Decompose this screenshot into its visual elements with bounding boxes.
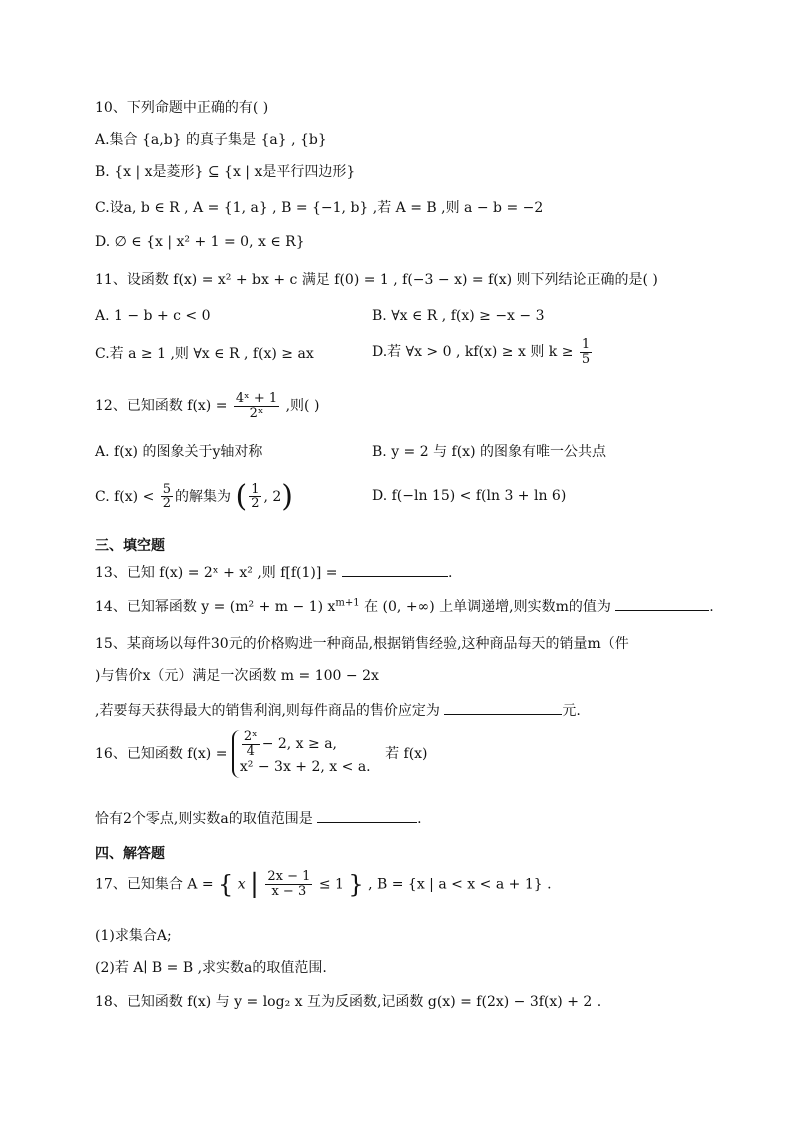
q10-option-d: D. ∅ ∈ {x | x² + 1 = 0, x ∈ R} — [95, 234, 305, 250]
set-bar: | — [250, 869, 259, 899]
q17-fraction — [265, 870, 312, 898]
fraction-numerator: 2x − 1 — [267, 869, 311, 885]
q12-c-interval-tail: , 2 — [263, 488, 282, 505]
q12-stem-suffix: ,则( ) — [285, 398, 320, 415]
q16-case-1-fraction — [242, 730, 260, 758]
q15-line-2: )与售价x（元）满足一次函数 m = 100 − 2x — [95, 668, 379, 684]
fraction-numerator: 4ˣ + 1 — [235, 391, 278, 406]
left-paren: ( — [235, 479, 248, 514]
q12-option-b: B. y = 2 与 f(x) 的图象有唯一公共点 — [372, 444, 606, 460]
q10-option-c: C.设a, b ∈ R , A = {1, a} , B = {−1, b} ,若 A = B ,则 a − b = −2 — [95, 200, 544, 216]
q10-option-a: A.集合 {a,b} 的真子集是 {a} , {b} — [95, 132, 327, 148]
fraction-denominator: 4 — [246, 743, 255, 759]
q16-end: . — [417, 811, 422, 827]
q14-text: 14、已知幂函数 y = (m² + m − 1) x — [95, 599, 336, 615]
q11-option-d-text: D.若 ∀x > 0 , kf(x) ≥ x 则 k ≥ — [372, 344, 574, 361]
q17-condition: ≤ 1 — [318, 876, 344, 893]
q17-prefix: 17、已知集合 A = — [95, 876, 214, 893]
q12-option-d: D. f(−ln 15) < f(ln 3 + ln 6) — [372, 488, 567, 504]
q14 — [95, 596, 714, 617]
q12-c-interval-fraction — [249, 483, 261, 511]
q11-d-fraction — [580, 338, 592, 366]
fraction-denominator: 5 — [581, 351, 591, 367]
q13-text: 13、已知 f(x) = 2ˣ + x² ,则 f[f(1)] = — [95, 565, 338, 581]
fraction-denominator: 2 — [251, 496, 260, 512]
q16-answer-blank[interactable] — [317, 808, 417, 823]
q16-case-2: x² − 3x + 2, x < a. — [239, 759, 371, 776]
q17-part-1: (1)求集合A; — [95, 928, 172, 944]
q16-piecewise — [232, 730, 371, 778]
q11-option-b: B. ∀x ∈ R , f(x) ≥ −x − 3 — [372, 308, 545, 324]
fraction-numerator: 2ˣ — [243, 729, 258, 744]
q15-line-3 — [95, 700, 581, 721]
fraction-denominator: 2 — [162, 496, 172, 512]
section-heading-solve: 四、解答题 — [95, 846, 165, 862]
fraction-numerator: 5 — [162, 481, 172, 497]
q12-stem-prefix: 12、已知函数 f(x) = — [95, 398, 228, 415]
q17-part-2: (2)若 A∣ B = B ,求实数a的取值范围. — [95, 960, 327, 976]
q10-option-b: B. {x | x是菱形} ⊆ {x | x是平行四边形} — [95, 164, 356, 180]
fraction-numerator: 1 — [581, 337, 591, 352]
q16-line-2-text: 恰有2个零点,则实数a的取值范围是 — [95, 811, 313, 827]
q16-suffix: 若 f(x) — [385, 745, 428, 762]
fraction-numerator: 1 — [251, 481, 260, 497]
right-brace: } — [348, 870, 364, 899]
fraction-denominator: 2ˣ — [249, 405, 264, 421]
q11-option-d — [372, 338, 594, 366]
q12-option-c — [95, 478, 293, 516]
q11-option-c: C.若 a ≥ 1 ,则 ∀x ∈ R , f(x) ≥ ax — [95, 346, 314, 362]
right-paren: ) — [281, 479, 294, 514]
q16 — [95, 730, 428, 778]
q14-end: . — [709, 599, 714, 615]
section-heading-fill-in: 三、填空题 — [95, 538, 165, 554]
q17-set-variable: x — [237, 876, 246, 893]
fraction-denominator: x − 3 — [271, 883, 307, 899]
q15-line-3-text: ,若要每天获得最大的销售利润,则每件商品的售价应定为 — [95, 703, 440, 719]
q12-c-mid: 的解集为 — [175, 488, 232, 505]
q18-stem: 18、已知函数 f(x) 与 y = log₂ x 互为反函数,记函数 g(x) = f(2x) − 3f(x) + 2 . — [95, 994, 602, 1010]
left-brace: { — [218, 870, 234, 899]
q13 — [95, 562, 452, 583]
q14-exponent: m+1 — [335, 597, 360, 609]
q12-c-fraction — [161, 483, 173, 511]
q16-prefix: 16、已知函数 f(x) = — [95, 745, 228, 762]
q13-answer-blank[interactable] — [342, 562, 448, 577]
q14-text2: 在 (0, +∞) 上单调递增,则实数m的值为 — [364, 599, 611, 615]
q10-stem: 10、下列命题中正确的有( ) — [95, 100, 269, 116]
q15-answer-blank[interactable] — [444, 700, 562, 715]
q12-stem — [95, 392, 319, 420]
q16-case-1 — [240, 730, 371, 758]
q16-case-1-tail: − 2, x ≥ a, — [261, 736, 337, 753]
q11-stem: 11、设函数 f(x) = x² + bx + c 满足 f(0) = 1 , f(−3 − x) = f(x) 则下列结论正确的是( ) — [95, 272, 658, 288]
q15-end: 元. — [562, 703, 581, 719]
q11-option-a: A. 1 − b + c < 0 — [95, 308, 211, 324]
q12-option-a: A. f(x) 的图象关于y轴对称 — [95, 444, 263, 460]
q17-set-b: , B = {x | a < x < a + 1} . — [368, 876, 552, 893]
q14-answer-blank[interactable] — [615, 596, 709, 611]
q16-line-2 — [95, 808, 422, 829]
q15-line-1: 15、某商场以每件30元的价格购进一种商品,根据销售经验,这种商品每天的销量m（件 — [95, 636, 629, 652]
q13-end: . — [447, 565, 453, 581]
q17-stem — [95, 868, 552, 901]
q12-function-fraction — [234, 392, 279, 420]
q12-c-prefix: C. f(x) < — [95, 488, 155, 505]
